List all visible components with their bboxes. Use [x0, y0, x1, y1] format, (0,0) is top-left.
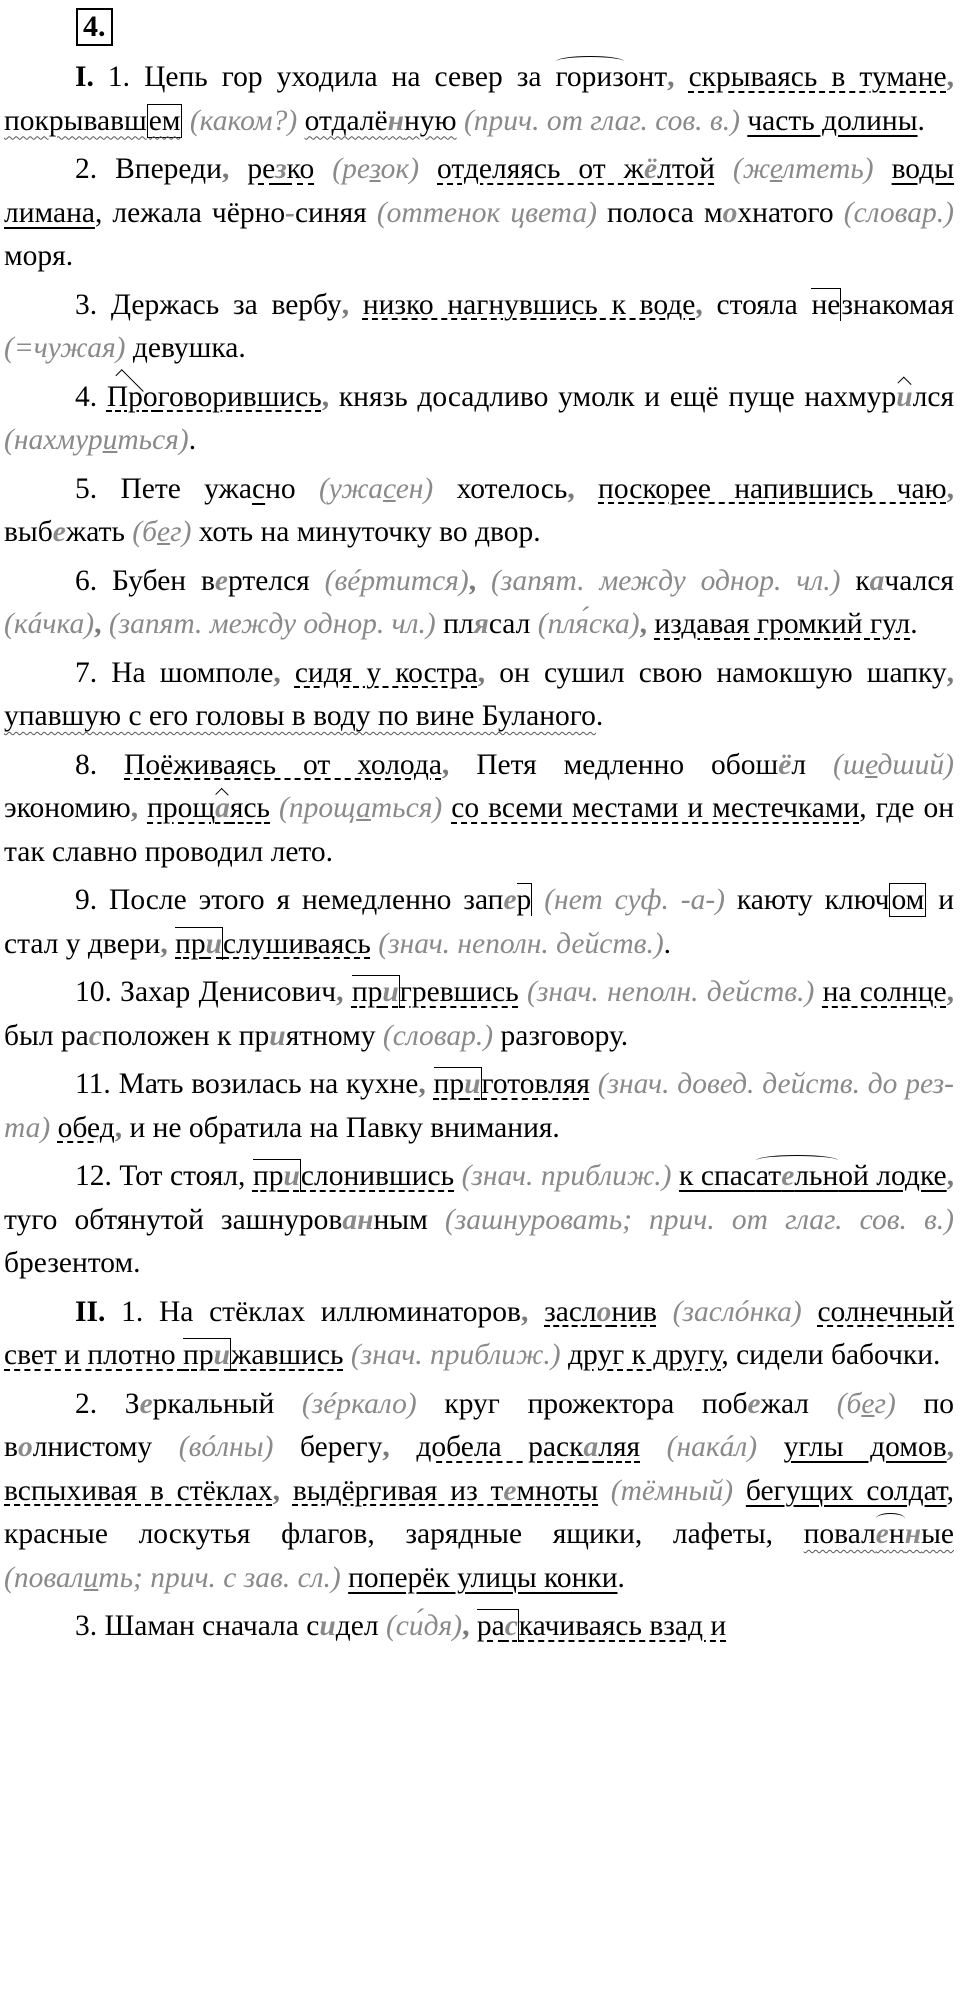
sentence-I-5: 5. Пете ужасно (ужасен) хотелось, поскорее напившись чаю, выбежать (бег) хоть на минуточку во двор. — [4, 472, 954, 548]
sentence-I-8: 8. Поёживаясь от холода, Петя медленно обошёл (шедший) экономию, прощаясь (прощаться) со всеми местами и местечками, где он так славно проводил лето. — [4, 748, 954, 868]
sentence-I-2: 2. Впереди, резко (резок) отделяясь от жёлтой (желтеть) воды лимана, лежала чёрно-синяя (оттенок цвета) полоса мохнатого (словар.) моря. — [4, 153, 955, 272]
section-roman-I: I. — [75, 61, 94, 93]
task-number: 4. — [76, 8, 113, 46]
section-roman-II: II. — [75, 1295, 106, 1328]
sentence-II-1: II. 1. На стёклах иллюминаторов, заслонив (заслóнка) солнечный свет и плотно прижавшись (знач. приближ.) друг к другу, сидели бабочки. — [4, 1295, 955, 1371]
sentence-I-3: 3. Держась за вербу, низко нагнувшись к воде, стояла незнакомая (=чужая) девушка. — [4, 288, 955, 364]
sentence-I-9: 9. После этого я немедленно запер (нет суф. -а-) каюту ключом и стал у двери, прислушиваясь (знач. неполн. действ.). — [4, 884, 955, 960]
sentence-I-6: 6. Бубен вертелся (вéртится), (запят. между однор. чл.) качался (кáчка), (запят. между однор. чл.) плясал (пля́ска), издавая громкий гул. — [4, 564, 954, 640]
sentence-I-7: 7. На шомполе, сидя у костра, он сушил свою намокшую шапку, упавшую с его головы в воду по вине Буланого. — [4, 656, 954, 732]
sentence-II-2: 2. Зеркальный (зéркало) круг прожектора побежал (бег) по волнистому (вóлны) берегу, добела раскаляя (накáл) углы домов, вспыхивая в стёклах, выдёргивая из темноты (тёмный) бегущих солдат, красные лоскутья флагов, зарядные ящики, лафеты, поваленные (повалить; прич. с зав. сл.) поперёк улицы конки. — [4, 1387, 955, 1594]
sentence-II-3: 3. Шаман сначала сидел (си́дя), раскачиваясь взад и — [75, 1610, 727, 1642]
sentence-I-1: I. 1. Цепь гор уходила на север за горизонт, скрываясь в тумане, покрывавшем (каком?) отдалённую (прич. от глаг. сов. в.) часть долины. — [4, 61, 955, 137]
sentence-I-12: 12. Тот стоял, прислонившись (знач. приближ.) к спасательной лодке, туго обтянутой зашнурованным (зашнуровать; прич. от глаг. сов. в.) брезентом. — [4, 1160, 955, 1279]
sentence-I-11: 11. Мать возилась на кухне, приготовляя (знач. довед. действ. до рез-та) обед, и не обратила на Павку внимания. — [4, 1068, 955, 1144]
sentence-I-10: 10. Захар Денисович, пригревшись (знач. неполн. действ.) на солнце, был расположен к приятному (словар.) разговору. — [4, 976, 955, 1052]
sentence-I-4: 4. Проговорившись, князь досадливо умолк и ещё пуще нахмурился (нахмуриться). — [4, 380, 955, 456]
